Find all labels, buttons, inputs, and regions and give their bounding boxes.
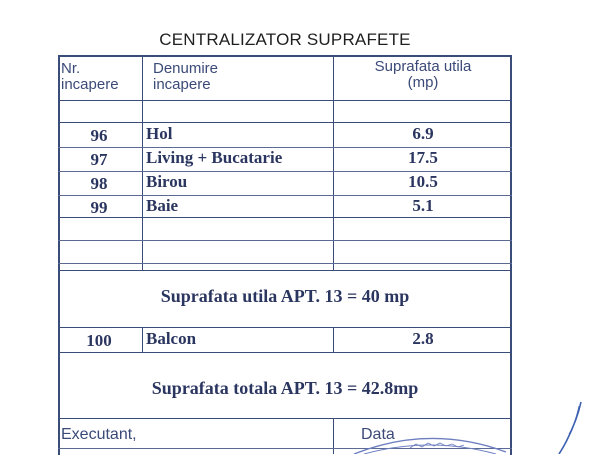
column-divider-1-balcony bbox=[142, 327, 143, 352]
header-area-line1: Suprafata utila bbox=[374, 58, 472, 75]
header-area-line2: (mp) bbox=[407, 74, 439, 91]
room-area: 17.5 bbox=[408, 148, 438, 167]
row-line-5 bbox=[58, 240, 512, 241]
room-nr: 98 bbox=[90, 174, 108, 193]
balcony-bottom-line bbox=[58, 352, 512, 353]
room-area: 10.5 bbox=[408, 172, 438, 191]
header-area bbox=[334, 59, 512, 91]
room-area: 5.1 bbox=[412, 196, 434, 215]
column-divider-1 bbox=[142, 55, 143, 270]
total-bottom-line bbox=[58, 418, 512, 419]
document-title: CENTRALIZATOR SUPRAFETE bbox=[159, 30, 411, 49]
header-name-line1: Denumire bbox=[153, 60, 219, 77]
room-name: Birou bbox=[146, 172, 188, 191]
signature-icon bbox=[555, 400, 595, 454]
summary-total-area: Suprafata totala APT. 13 = 42.8mp bbox=[151, 378, 419, 398]
balcony-name: Balcon bbox=[146, 329, 197, 348]
header-nr-line1: Nr. bbox=[61, 60, 81, 77]
date-label: Data bbox=[361, 426, 395, 443]
header-nr-line2: incapere bbox=[61, 76, 119, 93]
summary-bottom-line bbox=[58, 327, 512, 328]
header-bottom-line bbox=[58, 100, 512, 101]
room-nr: 96 bbox=[90, 126, 108, 145]
summary-useful-area: Suprafata utila APT. 13 = 40 mp bbox=[160, 286, 410, 306]
room-name: Living + Bucatarie bbox=[146, 148, 283, 167]
header-nr bbox=[61, 61, 119, 93]
balcony-area: 2.8 bbox=[412, 329, 434, 348]
header-name bbox=[153, 61, 218, 93]
room-name: Baie bbox=[146, 196, 179, 215]
executant-label: Executant, bbox=[61, 426, 137, 443]
stamp-icon bbox=[350, 430, 512, 454]
row-line-blank bbox=[58, 122, 512, 123]
room-name: Hol bbox=[146, 124, 173, 143]
balcony-nr: 100 bbox=[86, 331, 112, 350]
header-name-line2: incapere bbox=[153, 76, 211, 93]
room-nr: 97 bbox=[90, 150, 108, 169]
room-nr: 99 bbox=[90, 198, 108, 217]
row-line-7 bbox=[58, 270, 512, 271]
row-line-6 bbox=[58, 263, 512, 264]
room-area: 6.9 bbox=[412, 124, 434, 143]
